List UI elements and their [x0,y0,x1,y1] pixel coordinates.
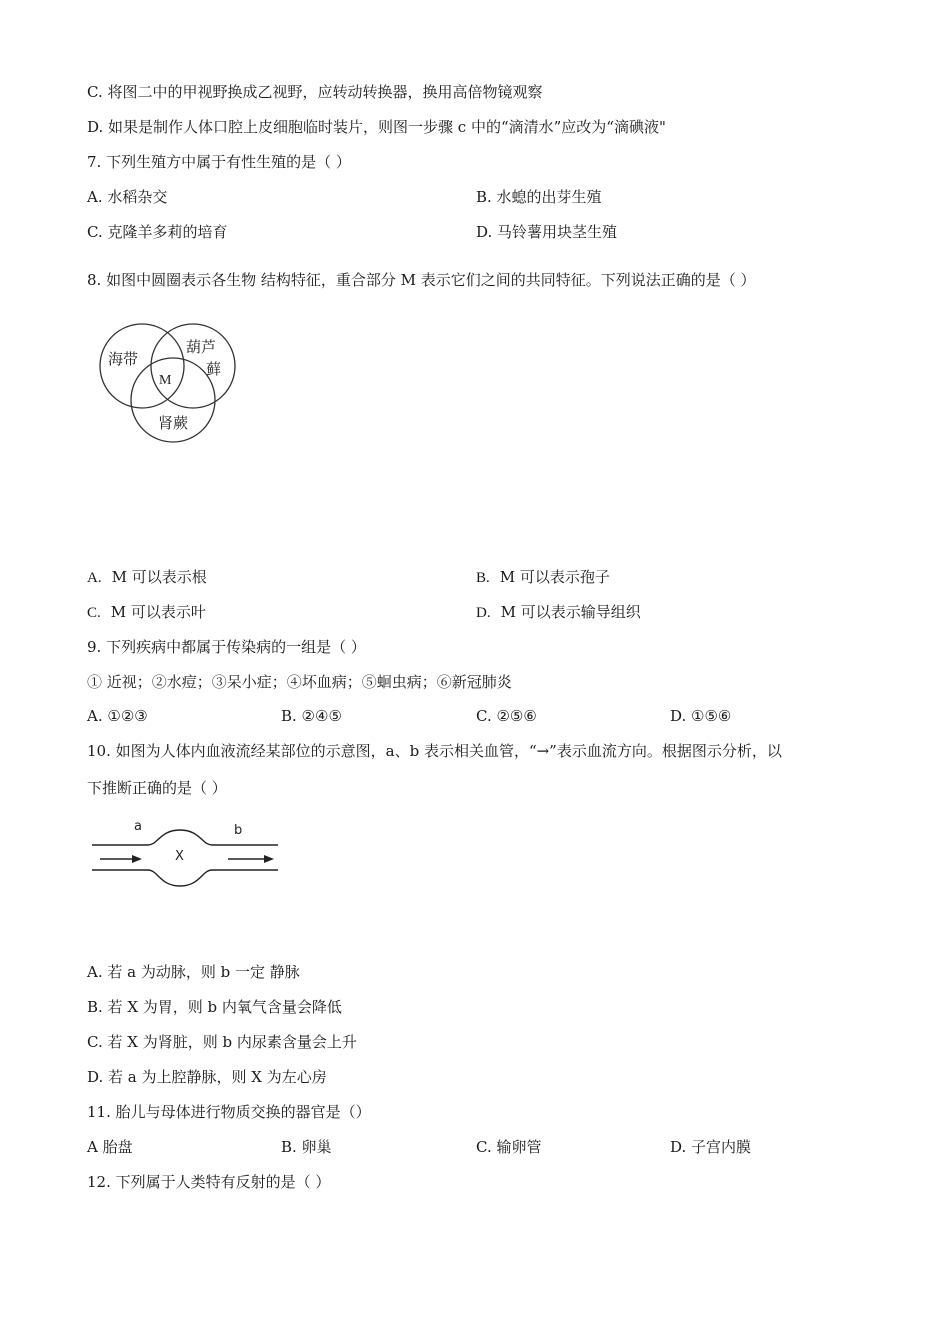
vessel-top-outline [92,830,278,845]
q8-option-a [87,567,207,588]
q11-option-c: C. 输卵管 [476,1138,542,1156]
q10-stem-line2: 下推断正确的是（ ） [87,779,227,797]
q8-option-c-letter: C. [87,605,101,621]
q10-option-c: C. 若 X 为肾脏，则 b 内尿素含量会上升 [87,1033,357,1051]
q7-option-d: D. 马铃薯用块茎生殖 [476,223,618,241]
vessel-bottom-outline [92,870,278,886]
q11-stem: 11. 胎儿与母体进行物质交换的器官是（） [87,1103,371,1121]
q10-option-b: B. 若 X 为胃，则 b 内氧气含量会降低 [87,998,342,1016]
q6-option-c: C. 将图二中的甲视野换成乙视野，应转动转换器，换用高倍物镜观察 [87,83,543,101]
venn-label-center: M [159,373,172,388]
q7-option-c: C. 克隆羊多莉的培育 [87,223,228,241]
q9-stem: 9. 下列疾病中都属于传染病的一组是（ ） [87,638,366,656]
q9-option-b: B. ②④⑤ [281,707,342,725]
q8-option-a-text: M 可以表示根 [111,568,207,586]
flow-arrowhead-in [132,855,142,863]
q9-disease-list: ① 近视；②水痘；③呆小症；④坏血病；⑤蛔虫病；⑥新冠肺炎 [87,673,512,691]
q8-option-d-letter: D. [476,605,491,621]
q8-option-d [476,602,641,623]
q9-option-c: C. ②⑤⑥ [476,707,537,725]
q8-option-c-text: M 可以表示叶 [110,603,206,621]
organ-label-x: X [175,849,184,864]
venn-label-right-bottom: 藓 [206,360,222,378]
flow-arrowhead-out [264,855,274,863]
venn-circle-right [151,324,235,408]
q8-option-b-letter: B. [476,570,490,586]
q8-option-a-letter: A. [87,570,102,586]
q6-option-d: D. 如果是制作人体口腔上皮细胞临时装片，则图一步骤 c 中的“滴清水”应改为“滴碘液" [87,118,666,136]
q10-stem-line1: 10. 如图为人体内血液流经某部位的示意图，a、b 表示相关血管，“→”表示血流方向。根据图示分析，以 [87,742,782,760]
q8-stem: 8. 如图中圆圈表示各生物 结构特征，重合部分 M 表示它们之间的共同特征。下列说法正确的是（ ） [87,271,756,289]
q10-option-d: D. 若 a 为上腔静脉，则 X 为左心房 [87,1068,327,1086]
q8-option-c [87,602,206,623]
venn-label-left: 海带 [108,350,139,368]
q9-option-d: D. ①⑤⑥ [670,707,732,725]
q10-option-a: A. 若 a 为动脉，则 b 一定 静脉 [87,963,300,981]
blood-flow-diagram [88,812,283,892]
q8-option-b [476,567,610,588]
q7-option-b: B. 水螅的出芽生殖 [476,188,602,206]
venn-label-right-top: 葫芦 [186,338,217,356]
vessel-label-b: b [234,823,243,838]
q7-option-a: A. 水稻杂交 [87,188,168,206]
venn-label-bottom: 肾蕨 [158,414,189,432]
q8-option-b-text: M 可以表示孢子 [499,568,610,586]
venn-diagram [90,318,250,448]
q12-stem: 12. 下列属于人类特有反射的是（ ） [87,1173,331,1191]
q7-stem: 7. 下列生殖方中属于有性生殖的是（ ） [87,153,351,171]
vessel-label-a: a [134,819,142,834]
q8-option-d-text: M 可以表示输导组织 [500,603,641,621]
q9-option-a: A. ①②③ [87,707,148,725]
q11-option-b: B. 卵巢 [281,1138,332,1156]
q11-option-d: D. 子宫内膜 [670,1138,752,1156]
q11-option-a: A 胎盘 [87,1138,133,1156]
